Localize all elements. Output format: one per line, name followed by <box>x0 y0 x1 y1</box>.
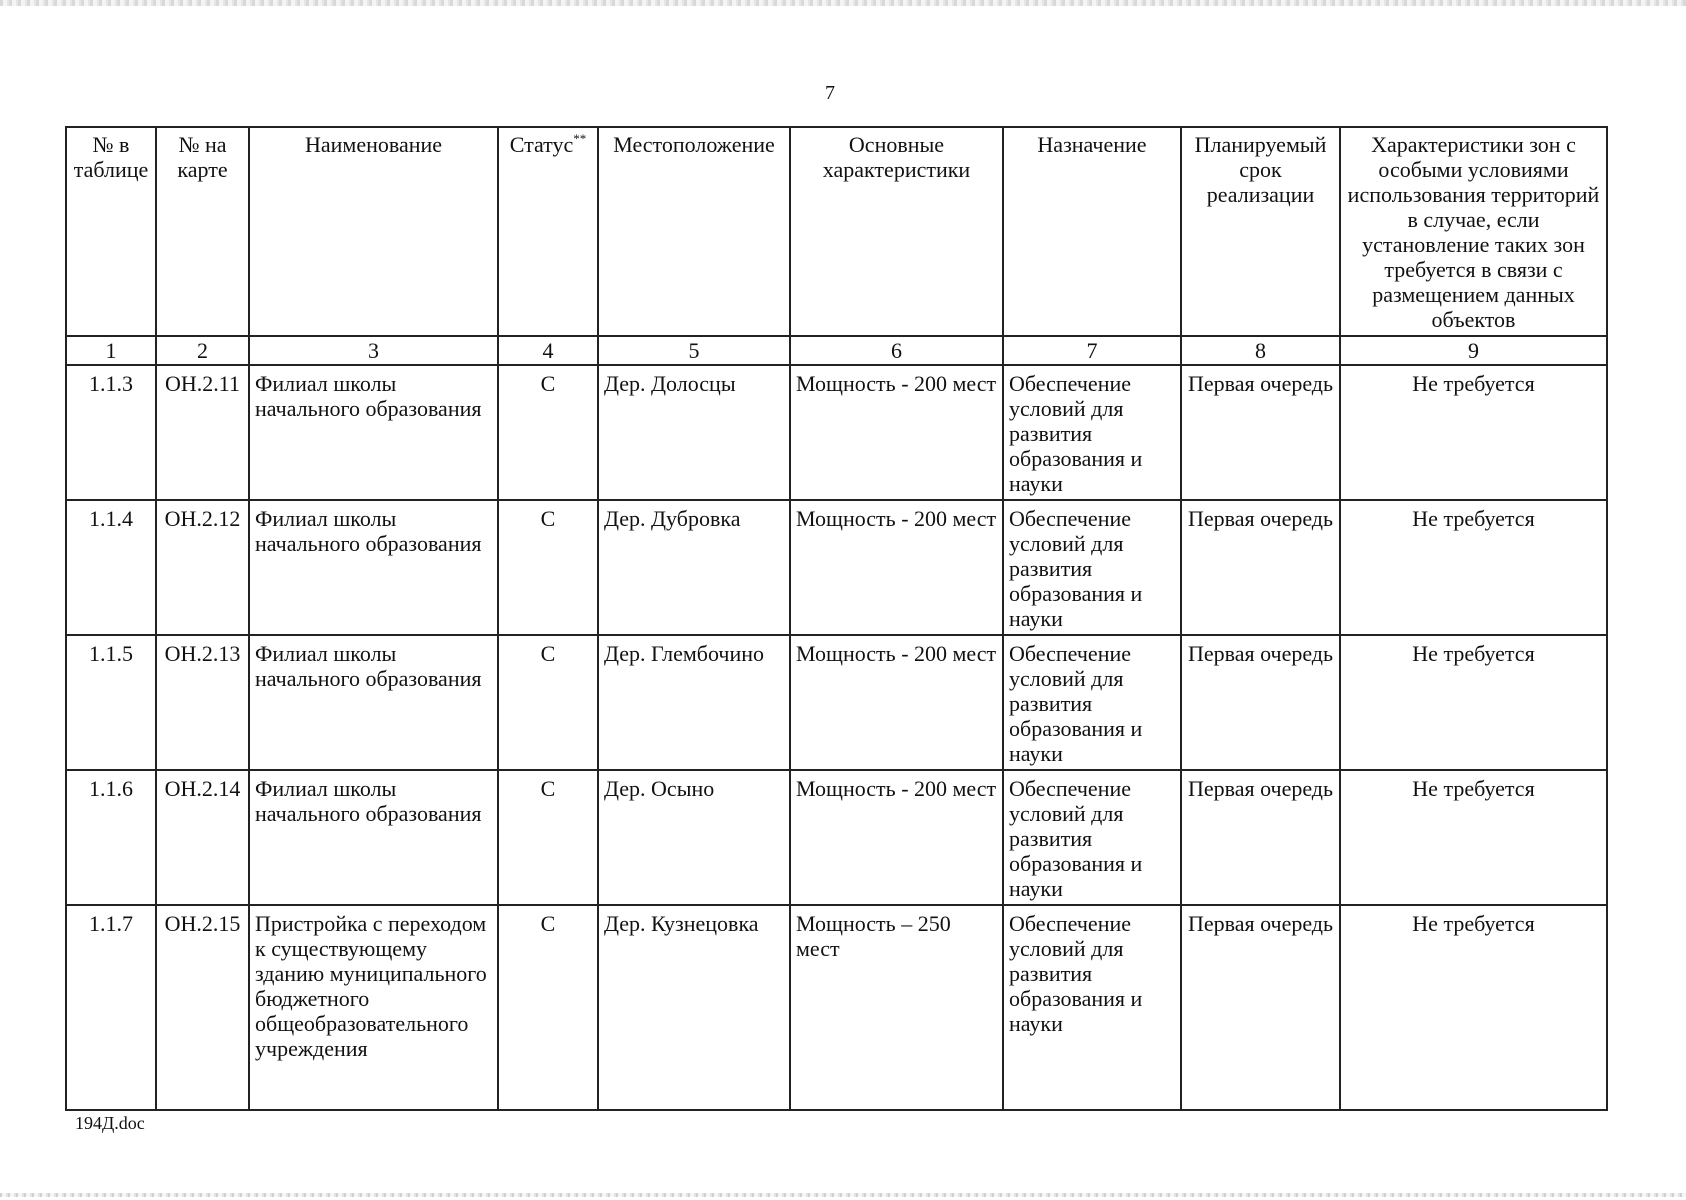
column-number: 9 <box>1340 336 1607 365</box>
header-row <box>66 127 1607 336</box>
cell-status: С <box>498 500 598 635</box>
scan-edge-top <box>0 0 1686 6</box>
cell-table-number: 1.1.7 <box>66 905 156 1110</box>
cell-purpose: Обеспечение условий для развития образования и науки <box>1003 770 1181 905</box>
column-number: 8 <box>1181 336 1340 365</box>
header-name: Наименование <box>249 127 498 336</box>
cell-table-number: 1.1.4 <box>66 500 156 635</box>
column-number: 4 <box>498 336 598 365</box>
header-status-label: Статус <box>509 132 574 157</box>
header-purpose: Назначение <box>1003 127 1181 336</box>
table-row <box>66 500 1607 635</box>
cell-characteristics: Мощность - 200 мест <box>790 635 1003 770</box>
header-zones: Характеристики зон с особыми условиями использования территорий в случае, если установление таких зон требуется в связи с размещением данных объектов <box>1340 127 1607 336</box>
document-filename: 194Д.doc <box>75 1113 145 1133</box>
table-row <box>66 635 1607 770</box>
cell-name: Филиал школы начального образования <box>249 770 498 905</box>
cell-location: Дер. Дубровка <box>598 500 790 635</box>
cell-status: С <box>498 635 598 770</box>
column-number: 6 <box>790 336 1003 365</box>
cell-purpose: Обеспечение условий для развития образования и науки <box>1003 905 1181 1110</box>
cell-zones: Не требуется <box>1340 365 1607 500</box>
cell-location: Дер. Долосцы <box>598 365 790 500</box>
cell-purpose: Обеспечение условий для развития образования и науки <box>1003 635 1181 770</box>
cell-term: Первая очередь <box>1181 905 1340 1110</box>
column-number: 1 <box>66 336 156 365</box>
cell-table-number: 1.1.6 <box>66 770 156 905</box>
cell-term: Первая очередь <box>1181 500 1340 635</box>
cell-map-number: ОН.2.13 <box>156 635 249 770</box>
column-number: 7 <box>1003 336 1181 365</box>
cell-zones: Не требуется <box>1340 905 1607 1110</box>
header-term: Планируемый срок реализации <box>1181 127 1340 336</box>
cell-map-number: ОН.2.12 <box>156 500 249 635</box>
scan-edge-bottom <box>0 1193 1686 1197</box>
column-number: 2 <box>156 336 249 365</box>
cell-term: Первая очередь <box>1181 770 1340 905</box>
cell-term: Первая очередь <box>1181 635 1340 770</box>
cell-characteristics: Мощность - 200 мест <box>790 365 1003 500</box>
cell-characteristics: Мощность - 200 мест <box>790 500 1003 635</box>
column-number: 5 <box>598 336 790 365</box>
column-number-row <box>66 336 1607 365</box>
planned-objects-table <box>65 126 1608 1111</box>
header-table-number: № в таблице <box>66 127 156 336</box>
table-row <box>66 905 1607 1110</box>
cell-location: Дер. Осыно <box>598 770 790 905</box>
cell-status: С <box>498 365 598 500</box>
cell-zones: Не требуется <box>1340 770 1607 905</box>
cell-table-number: 1.1.3 <box>66 365 156 500</box>
header-status <box>498 127 598 336</box>
header-location: Местоположение <box>598 127 790 336</box>
cell-term: Первая очередь <box>1181 365 1340 500</box>
cell-location: Дер. Кузнецовка <box>598 905 790 1110</box>
cell-name: Филиал школы начального образования <box>249 635 498 770</box>
cell-map-number: ОН.2.15 <box>156 905 249 1110</box>
cell-zones: Не требуется <box>1340 635 1607 770</box>
cell-purpose: Обеспечение условий для развития образования и науки <box>1003 500 1181 635</box>
cell-name: Филиал школы начального образования <box>249 500 498 635</box>
cell-map-number: ОН.2.14 <box>156 770 249 905</box>
table-row <box>66 365 1607 500</box>
column-number: 3 <box>249 336 498 365</box>
cell-location: Дер. Глембочино <box>598 635 790 770</box>
cell-zones: Не требуется <box>1340 500 1607 635</box>
cell-name: Филиал школы начального образования <box>249 365 498 500</box>
page-number: 7 <box>825 82 835 104</box>
cell-status: С <box>498 770 598 905</box>
cell-name: Пристройка с переходом к существующему зданию муниципального бюджетного общеобразовательного учреждения <box>249 905 498 1110</box>
header-characteristics: Основные характеристики <box>790 127 1003 336</box>
header-map-number: № на карте <box>156 127 249 336</box>
cell-purpose: Обеспечение условий для развития образования и науки <box>1003 365 1181 500</box>
status-footnote-mark: ** <box>573 131 587 146</box>
cell-status: С <box>498 905 598 1110</box>
cell-map-number: ОН.2.11 <box>156 365 249 500</box>
cell-characteristics: Мощность – 250 мест <box>790 905 1003 1110</box>
table-row <box>66 770 1607 905</box>
cell-table-number: 1.1.5 <box>66 635 156 770</box>
cell-characteristics: Мощность - 200 мест <box>790 770 1003 905</box>
